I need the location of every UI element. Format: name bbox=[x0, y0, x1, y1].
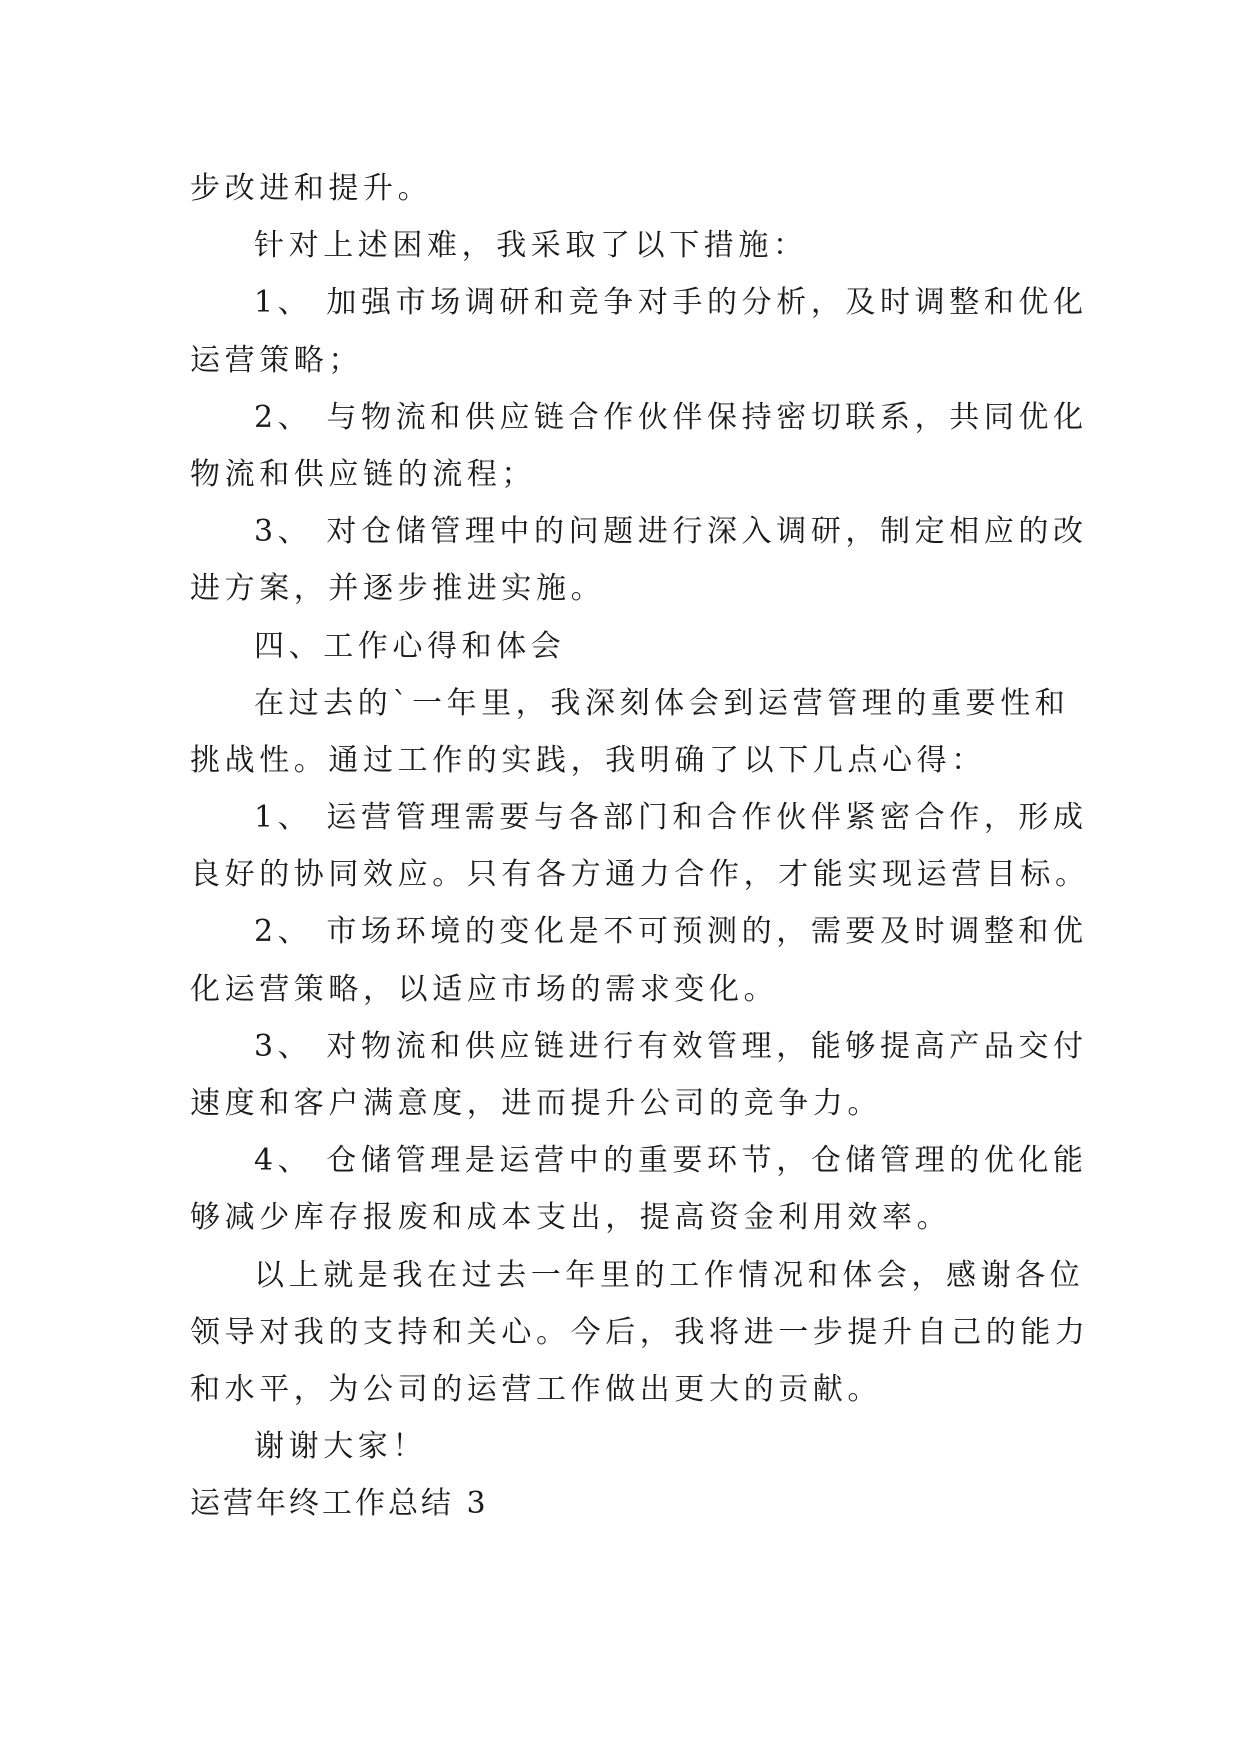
measure-item-3: 3、 对仓储管理中的问题进行深入调研，制定相应的改 bbox=[254, 514, 1088, 550]
paragraph-closing-cont-2: 和水平，为公司的运营工作做出更大的贡献。 bbox=[190, 1371, 882, 1407]
paragraph-measures-intro: 针对上述困难，我采取了以下措施： bbox=[254, 228, 808, 264]
paragraph-closing-cont-1: 领导对我的支持和关心。今后，我将进一步提升自己的能力 bbox=[190, 1314, 1090, 1350]
thanks-line: 谢谢大家！ bbox=[254, 1429, 427, 1465]
experience-item-4: 4、 仓储管理是运营中的重要环节，仓储管理的优化能 bbox=[254, 1143, 1088, 1179]
paragraph-experience-intro: 在过去的`一年里，我深刻体会到运营管理的重要性和 bbox=[254, 685, 1070, 721]
experience-item-3: 3、 对物流和供应链进行有效管理，能够提高产品交付 bbox=[254, 1028, 1088, 1064]
experience-item-4-cont: 够减少库存报废和成本支出，提高资金利用效率。 bbox=[190, 1200, 952, 1236]
measure-item-2-cont: 物流和供应链的流程； bbox=[190, 456, 536, 492]
paragraph-experience-intro-cont: 挑战性。通过工作的实践，我明确了以下几点心得： bbox=[190, 742, 986, 778]
experience-item-1: 1、 运营管理需要与各部门和合作伙伴紧密合作，形成 bbox=[254, 800, 1088, 836]
experience-item-1-cont: 良好的协同效应。只有各方通力合作，才能实现运营目标。 bbox=[190, 857, 1090, 893]
experience-item-2: 2、 市场环境的变化是不可预测的，需要及时调整和优 bbox=[254, 914, 1088, 950]
document-body bbox=[190, 160, 1090, 1533]
section-heading-experience: 四、工作心得和体会 bbox=[254, 628, 566, 664]
next-section-title: 运营年终工作总结 3 bbox=[190, 1486, 489, 1522]
paragraph-closing: 以上就是我在过去一年里的工作情况和体会，感谢各位 bbox=[254, 1257, 1085, 1293]
experience-item-3-cont: 速度和客户满意度，进而提升公司的竞争力。 bbox=[190, 1086, 882, 1121]
measure-item-1: 1、 加强市场调研和竞争对手的分析，及时调整和优化 bbox=[254, 285, 1088, 321]
paragraph-line-continuation: 步改进和提升。 bbox=[190, 171, 433, 206]
experience-item-2-cont: 化运营策略，以适应市场的需求变化。 bbox=[190, 971, 779, 1007]
measure-item-3-cont: 进方案，并逐步推进实施。 bbox=[190, 571, 606, 607]
measure-item-1-cont: 运营策略； bbox=[190, 342, 363, 378]
measure-item-2: 2、 与物流和供应链合作伙伴保持密切联系，共同优化 bbox=[254, 399, 1088, 435]
